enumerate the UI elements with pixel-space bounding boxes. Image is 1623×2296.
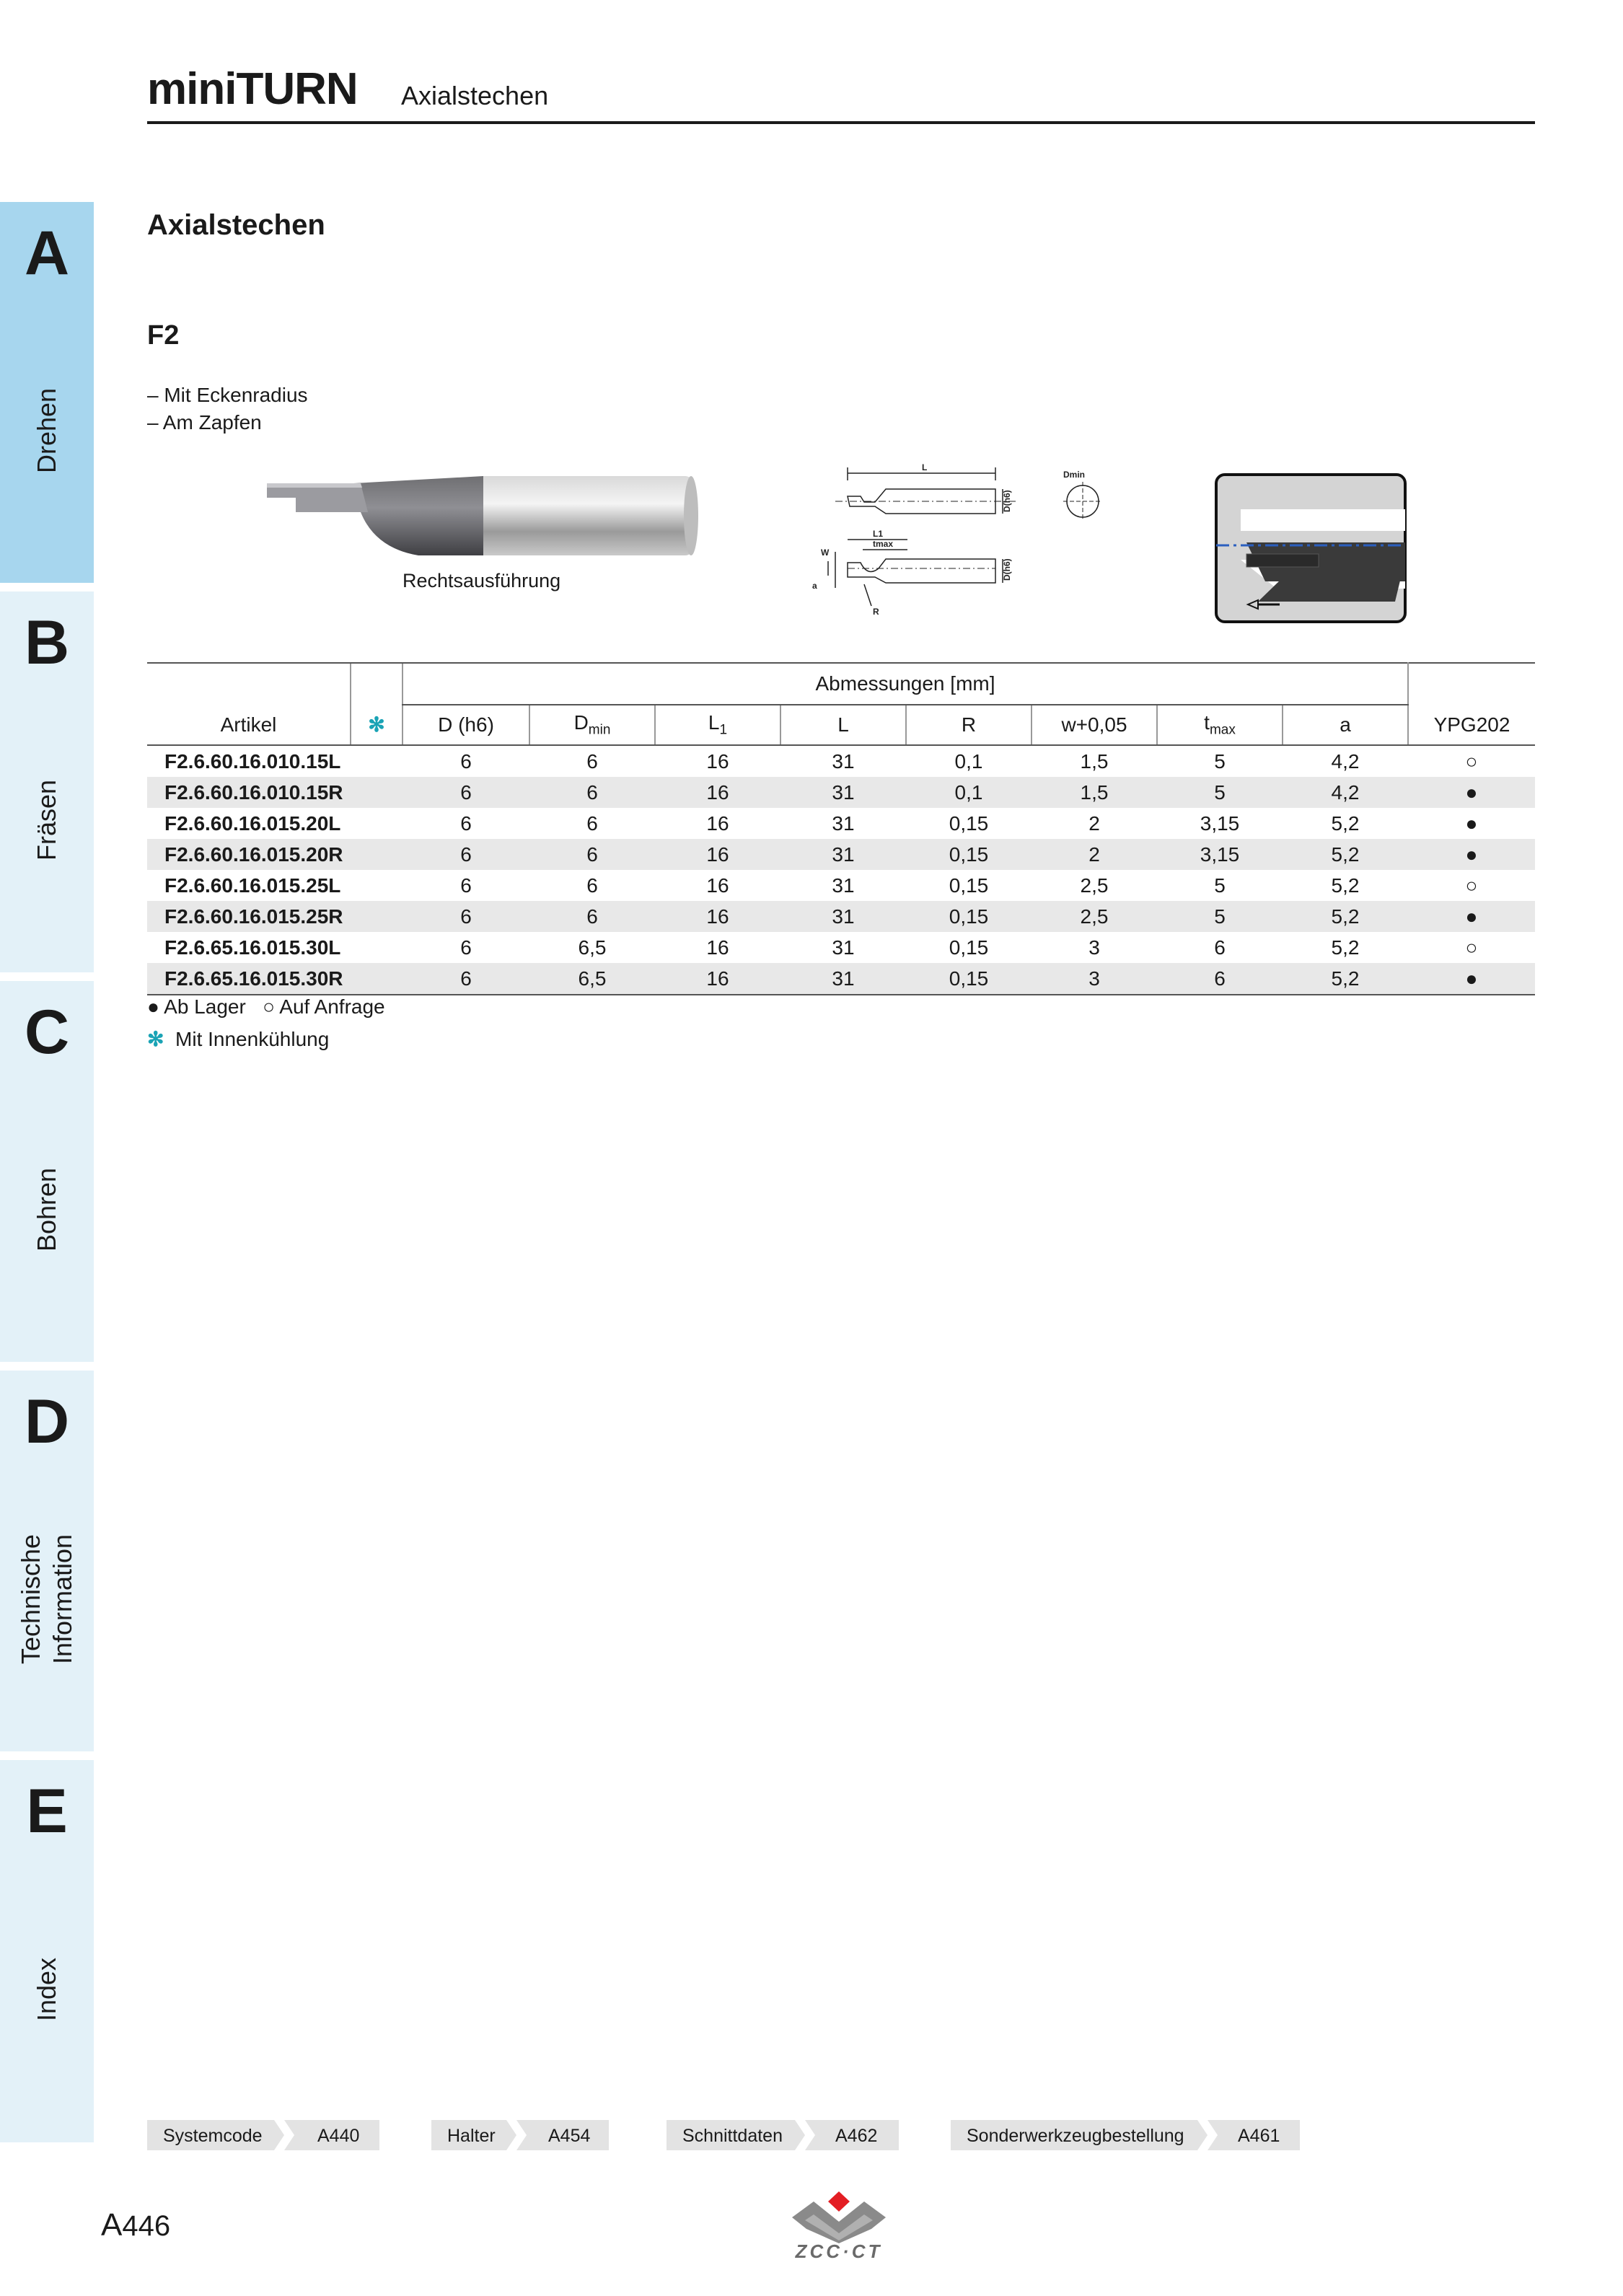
col-l1: $L_1$ — [655, 705, 780, 745]
cell-cooling — [351, 839, 403, 870]
cell-value: 1,5 — [1080, 749, 1109, 773]
cell-value: 16 — [706, 936, 729, 959]
cell-artikel: F2.6.60.16.015.20R — [147, 839, 351, 870]
drawing-label-L: L — [922, 462, 928, 472]
cell-value: 0,1 — [906, 777, 1032, 808]
cell-value: 5,2 — [1331, 936, 1360, 959]
tab-letter: D — [24, 1387, 70, 1456]
tab-drehen[interactable] — [0, 202, 94, 583]
link-schnittdaten[interactable] — [667, 2120, 899, 2150]
photo-caption: Rechtsausführung — [403, 570, 561, 591]
cell-value: 6 — [586, 749, 598, 773]
cell-value: 6 — [460, 936, 472, 959]
cell-value: 16 — [655, 963, 780, 995]
tab-fraesen[interactable] — [0, 591, 94, 972]
cell-stock: ● — [1408, 963, 1535, 995]
cell-value: 5,2 — [1331, 874, 1360, 897]
tab-letter: B — [24, 608, 70, 677]
cell-value: 4,2 — [1331, 749, 1360, 773]
drawing-label-dh6: D(h6) — [1002, 490, 1012, 512]
cell-value: 6 — [529, 839, 655, 870]
cell-cooling — [351, 932, 403, 963]
cell-value: 5,2 — [1283, 839, 1408, 870]
cell-value: 0,15 — [906, 963, 1032, 995]
cell-value: 0,15 — [949, 936, 989, 959]
cell-cooling — [351, 745, 403, 777]
cell-cooling — [351, 777, 403, 808]
cell-value: 31 — [780, 777, 906, 808]
tab-letter: C — [24, 998, 70, 1067]
cell-value: 6 — [403, 839, 529, 870]
col-d-h6: D (h6) — [403, 705, 529, 745]
cell-value: 2 — [1032, 839, 1157, 870]
table-row — [147, 745, 1535, 777]
table-row — [147, 901, 1535, 932]
cell-artikel: F2.6.60.16.010.15R — [147, 777, 351, 808]
snowflake-icon: ✻ — [351, 705, 403, 745]
cell-value: 3 — [1088, 936, 1100, 959]
cell-value: 4,2 — [1283, 777, 1408, 808]
cell-value: 6 — [460, 811, 472, 835]
cell-value: 0,15 — [906, 839, 1032, 870]
spec-table — [147, 662, 1535, 995]
cell-value: 3,15 — [1157, 839, 1283, 870]
cell-value: 6 — [460, 749, 472, 773]
tool-photo — [267, 462, 700, 563]
link-label: Halter — [447, 2126, 496, 2146]
header-group: Abmessungen [mm] — [403, 663, 1408, 705]
link-page: A461 — [1238, 2126, 1280, 2146]
cell-cooling — [351, 808, 403, 839]
feature-item: – Am Zapfen — [147, 411, 262, 434]
chevron-right-icon — [502, 2120, 531, 2150]
col-l: L — [780, 705, 906, 745]
cell-value: 5 — [1157, 777, 1283, 808]
cooling-legend — [147, 1027, 329, 1051]
link-label: Schnittdaten — [682, 2126, 783, 2146]
link-halter[interactable] — [431, 2120, 609, 2150]
tab-bohren[interactable] — [0, 981, 94, 1362]
cell-stock: ● — [1408, 901, 1535, 932]
link-label: Systemcode — [163, 2126, 263, 2146]
cell-value: 16 — [706, 811, 729, 835]
tab-label: Bohren — [32, 1167, 61, 1252]
tab-label: Drehen — [32, 387, 61, 473]
cell-value: 6 — [529, 901, 655, 932]
cell-value: 5,2 — [1283, 963, 1408, 995]
header-rule — [147, 121, 1535, 124]
cell-value: 0,1 — [954, 749, 983, 773]
cell-value: 5 — [1214, 874, 1226, 897]
chevron-right-icon — [270, 2120, 299, 2150]
legend-cooling: Mit Innenkühlung — [175, 1028, 330, 1050]
drawing-label-w: W — [821, 547, 830, 558]
workpiece-illustration — [1215, 473, 1414, 626]
table-row — [147, 808, 1535, 839]
table-row — [147, 963, 1535, 995]
brand-title: miniTURN — [147, 64, 358, 114]
table-row — [147, 777, 1535, 808]
legend-in-stock: ● Ab Lager — [147, 995, 246, 1018]
cell-cooling — [351, 963, 403, 995]
cell-artikel: F2.6.60.16.010.15L — [164, 749, 341, 773]
link-page: A454 — [548, 2126, 591, 2146]
drawing-label-a: a — [812, 581, 817, 591]
header-subtitle: Axialstechen — [401, 81, 549, 110]
col-tmax: $t_{max}$ — [1157, 705, 1283, 745]
cell-value: 0,15 — [949, 811, 989, 835]
cell-value: 16 — [655, 839, 780, 870]
cell-value: 5,2 — [1331, 811, 1360, 835]
cell-value: 6 — [1157, 963, 1283, 995]
cell-value: 0,15 — [906, 901, 1032, 932]
table-row — [147, 870, 1535, 901]
col-a: a — [1283, 705, 1408, 745]
cell-value: 16 — [706, 749, 729, 773]
table-row — [147, 839, 1535, 870]
cell-artikel: F2.6.60.16.015.25R — [147, 901, 351, 932]
cell-artikel: F2.6.65.16.015.30L — [164, 936, 341, 959]
cell-value: 16 — [655, 901, 780, 932]
cell-value: 5 — [1157, 901, 1283, 932]
cell-value: 6 — [586, 811, 598, 835]
cell-value: 6 — [403, 901, 529, 932]
cell-stock: ● — [1408, 839, 1535, 870]
cell-stock: ● — [1465, 811, 1478, 835]
col-w: w+0,05 — [1032, 705, 1157, 745]
cell-artikel: F2.6.60.16.015.25L — [164, 874, 341, 897]
cell-value: 31 — [780, 839, 906, 870]
section-title: Axialstechen — [147, 209, 325, 241]
drawing-label-dh6-side: D(h6) — [1002, 558, 1012, 581]
tab-label: Technische Information — [16, 1534, 77, 1664]
cell-value: 31 — [780, 901, 906, 932]
cell-value: 6 — [460, 874, 472, 897]
cell-value: 6 — [403, 777, 529, 808]
cell-value: 6 — [529, 777, 655, 808]
drawing-label-tmax: tmax — [873, 539, 894, 549]
chevron-right-icon — [791, 2120, 819, 2150]
stock-legend — [147, 995, 385, 1019]
cell-value: 16 — [655, 777, 780, 808]
link-page: A440 — [317, 2126, 360, 2146]
cell-value: 31 — [780, 963, 906, 995]
drawing-label-r: R — [873, 607, 879, 617]
cell-artikel: F2.6.60.16.015.20L — [164, 811, 341, 835]
cell-value: 31 — [832, 936, 855, 959]
cell-value: 31 — [832, 874, 855, 897]
cell-value: 6,5 — [529, 963, 655, 995]
link-page: A462 — [835, 2126, 878, 2146]
drawing-label-l1: L1 — [873, 529, 884, 539]
technical-drawing — [806, 462, 1109, 620]
logo-text: ZCC·CT — [795, 2240, 883, 2262]
feature-item: – Mit Eckenradius — [147, 384, 308, 406]
legend-on-request: ○ Auf Anfrage — [263, 995, 385, 1018]
link-label: Sonderwerkzeugbestellung — [967, 2126, 1184, 2146]
cell-value: 6 — [1214, 936, 1226, 959]
cell-value: 2,5 — [1080, 874, 1109, 897]
cell-value: 2,5 — [1032, 901, 1157, 932]
tab-letter: E — [26, 1777, 68, 1846]
col-r: R — [906, 705, 1032, 745]
cell-value: 6,5 — [578, 936, 607, 959]
cell-cooling — [351, 870, 403, 901]
tab-label: Index — [32, 1957, 61, 2022]
variant-code: F2 — [147, 320, 180, 351]
cell-value: 6 — [586, 874, 598, 897]
col-grade: YPG202 — [1408, 705, 1535, 745]
cell-value: 6 — [403, 963, 529, 995]
cell-stock: ● — [1408, 777, 1535, 808]
drawing-label-dmin: Dmin — [1063, 470, 1085, 480]
cell-cooling — [351, 901, 403, 932]
cell-stock: ○ — [1465, 936, 1478, 959]
tab-letter: A — [24, 219, 70, 288]
cell-value: 5 — [1214, 749, 1226, 773]
cell-value: 31 — [832, 749, 855, 773]
cell-value: 16 — [706, 874, 729, 897]
col-artikel: Artikel — [147, 705, 351, 745]
page-number: A446 — [101, 2207, 171, 2243]
cell-value: 3,15 — [1200, 811, 1240, 835]
cell-value: 0,15 — [949, 874, 989, 897]
tab-index[interactable] — [0, 1760, 94, 2142]
cell-value: 5,2 — [1283, 901, 1408, 932]
col-dmin: $D_{min}$ — [529, 705, 655, 745]
table-row — [147, 932, 1535, 963]
cell-value: 3 — [1032, 963, 1157, 995]
link-systemcode[interactable] — [147, 2120, 379, 2150]
cell-value: 31 — [832, 811, 855, 835]
link-sonderwerkzeugbestellung[interactable] — [951, 2120, 1300, 2150]
tab-label: Fräsen — [32, 779, 61, 861]
cell-stock: ○ — [1465, 874, 1478, 897]
cell-stock: ○ — [1465, 749, 1478, 773]
snowflake-icon: ✻ — [147, 1028, 164, 1050]
cell-value: 1,5 — [1032, 777, 1157, 808]
chevron-right-icon — [1193, 2120, 1222, 2150]
cell-value: 2 — [1088, 811, 1100, 835]
tab-technische-information[interactable] — [0, 1371, 94, 1751]
cell-artikel: F2.6.65.16.015.30R — [147, 963, 351, 995]
